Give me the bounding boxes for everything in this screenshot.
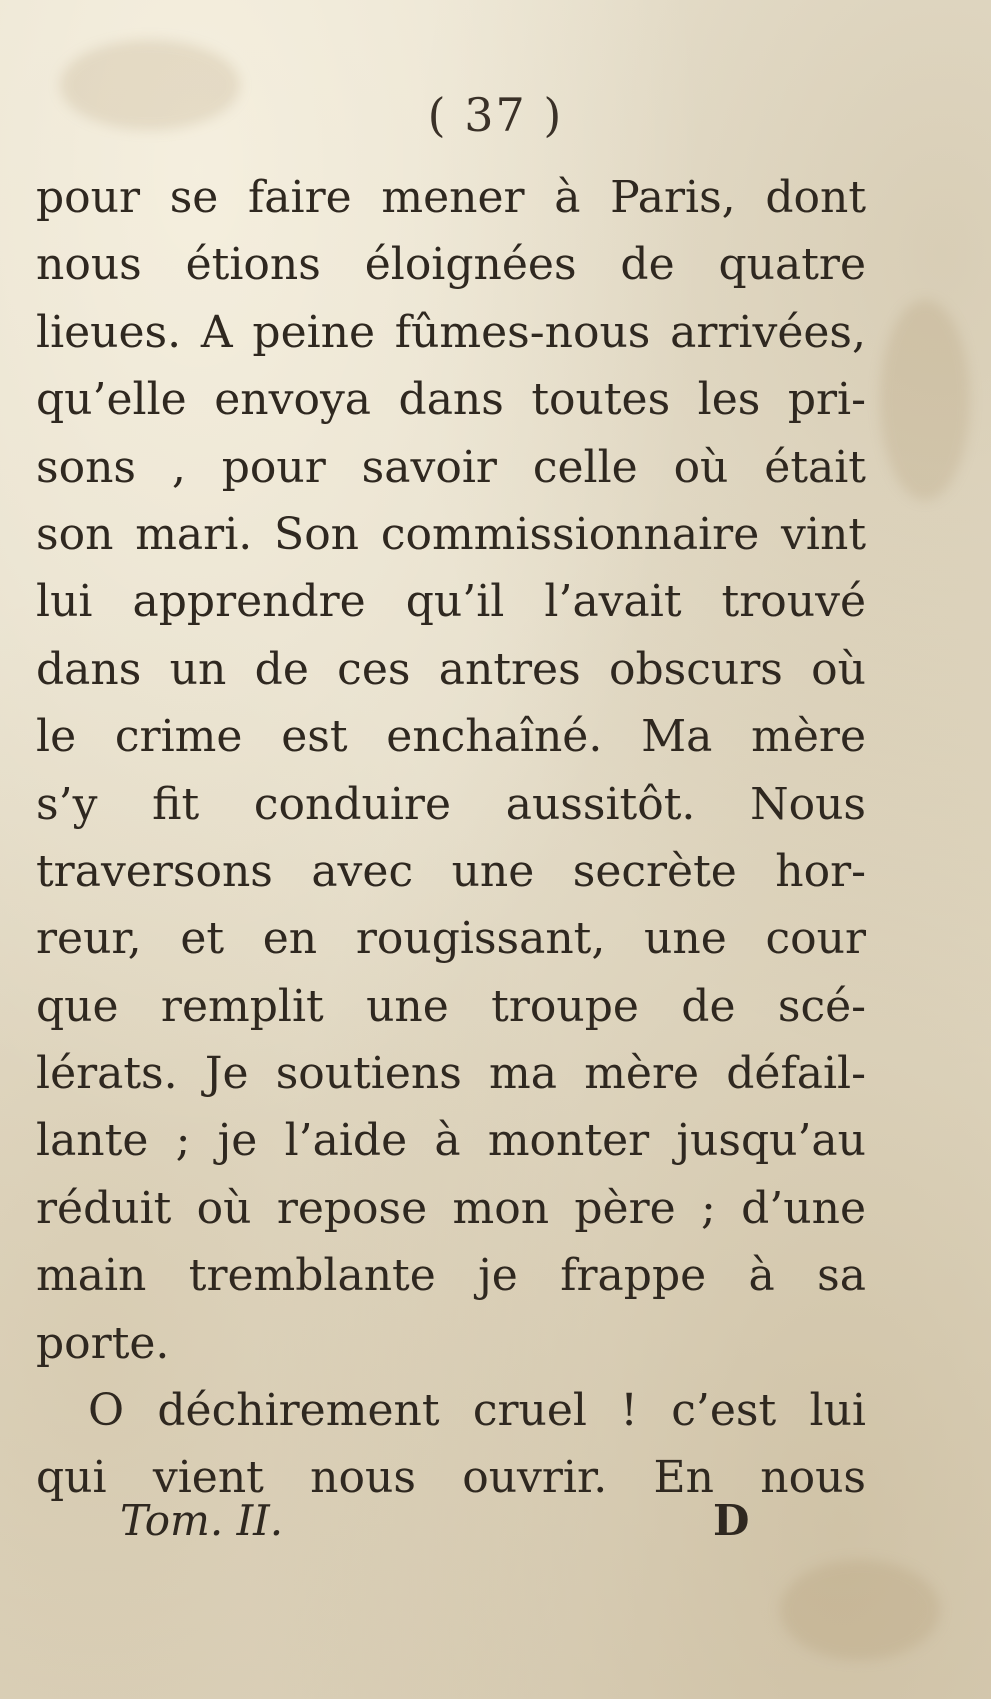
text-line: qu’elle envoya dans toutes les pri- [36, 374, 866, 426]
text-line: reur, et en rougissant, une cour [36, 913, 866, 965]
text-line: qui vient nous ouvrir. En nous [36, 1452, 866, 1504]
text-line: lieues. A peine fûmes-nous arrivées, [36, 306, 866, 358]
text-line: main tremblante je frappe à sa [36, 1250, 866, 1302]
body-text [36, 164, 866, 1512]
paper-stain [880, 300, 970, 500]
text-line: pour se faire mener à Paris, dont [36, 172, 866, 223]
text-line: porte. [36, 1317, 170, 1369]
text-line: nous étions éloignées de quatre [36, 239, 866, 291]
paper-stain [780, 1560, 940, 1660]
text-line: réduit où repose mon père ; d’une [36, 1182, 866, 1234]
page-footer [0, 1496, 991, 1556]
signature-mark: D [713, 1496, 750, 1545]
text-line: lérats. Je soutiens ma mère défail- [36, 1048, 866, 1100]
volume-label: Tom. II. [120, 1496, 284, 1545]
text-line: son mari. Son commissionnaire vint [36, 508, 866, 560]
page-number: ( 37 ) [427, 88, 564, 142]
text-line: sons , pour savoir celle où était [36, 441, 866, 493]
text-line: dans un de ces antres obscurs où [36, 643, 866, 695]
text-line: lui apprendre qu’il l’avait trouvé [36, 576, 866, 628]
text-line: s’y fit conduire aussitôt. Nous [36, 778, 866, 830]
text-line: le crime est enchaîné. Ma mère [36, 711, 866, 763]
text-line: lante ; je l’aide à monter jusqu’au [36, 1115, 866, 1167]
text-line: traversons avec une secrète hor- [36, 845, 866, 897]
text-line: que remplit une troupe de scé- [36, 980, 866, 1032]
text-line: O déchirement cruel ! c’est lui [88, 1385, 866, 1437]
